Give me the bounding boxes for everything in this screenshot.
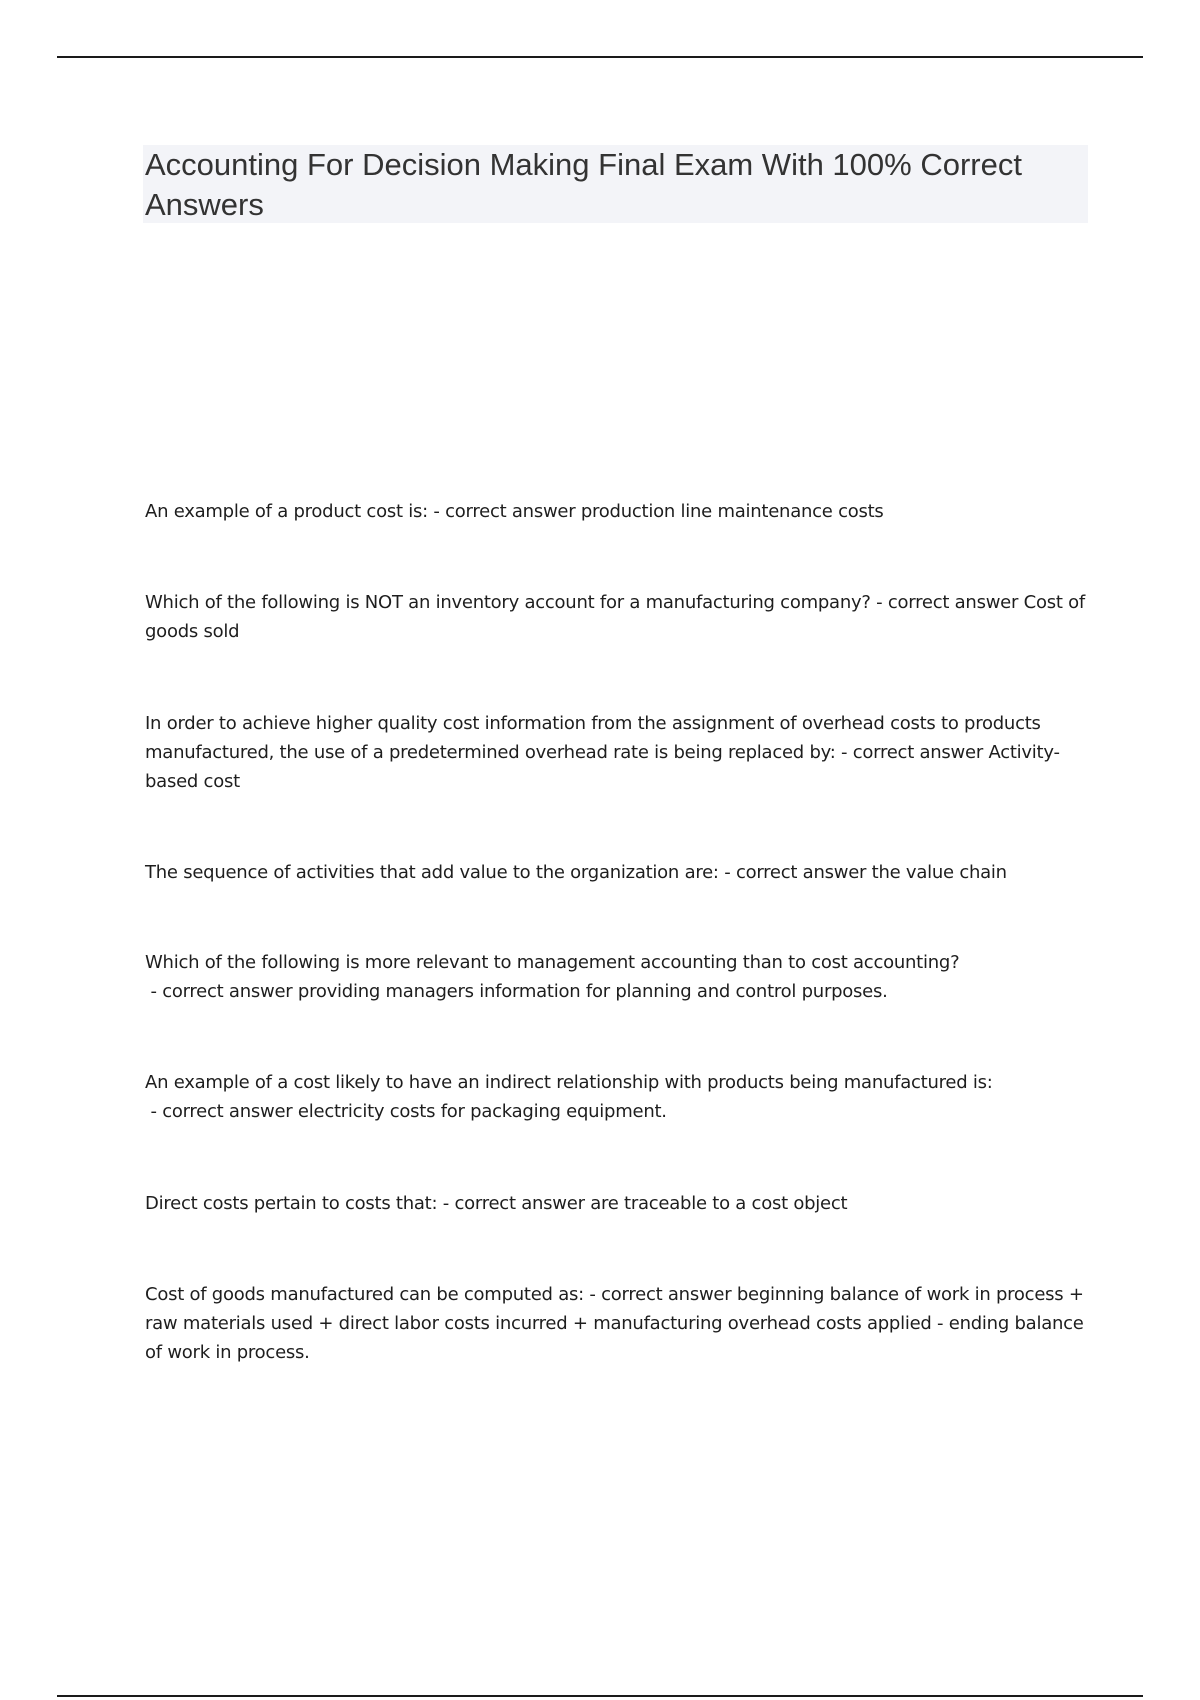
answer-marker: - correct answer xyxy=(145,1101,298,1122)
qa-item-3 xyxy=(145,709,1090,796)
answer-text: Cost of goods sold xyxy=(145,592,1085,642)
question-text: An example of a product cost is: xyxy=(145,501,428,522)
answer-text: electricity costs for packaging equipment. xyxy=(297,1101,667,1122)
question-text: Direct costs pertain to costs that: xyxy=(145,1193,438,1214)
answer-text: Activity-based cost xyxy=(145,742,1060,792)
answer-marker: - correct answer xyxy=(437,1193,591,1214)
qa-item-8 xyxy=(145,1280,1090,1367)
footer-rule xyxy=(57,1695,1143,1697)
question-text: The sequence of activities that add value to the organization are: xyxy=(145,862,719,883)
answer-marker: - correct answer xyxy=(835,742,989,763)
question-text: An example of a cost likely to have an indirect relationship with products being manufactured is: xyxy=(145,1072,993,1093)
answer-text: production line maintenance costs xyxy=(580,501,884,522)
answer-marker: - correct answer xyxy=(718,862,872,883)
question-text: Which of the following is NOT an inventory account for a manufacturing company? xyxy=(145,592,871,613)
document-title: Accounting For Decision Making Final Exam With 100% Correct Answers xyxy=(145,147,1022,222)
qa-item-4 xyxy=(145,858,1090,887)
qa-item-6 xyxy=(145,1068,1090,1126)
header-rule xyxy=(57,56,1143,58)
answer-marker: - correct answer xyxy=(583,1284,737,1305)
answer-text: providing managers information for planning and control purposes. xyxy=(297,981,888,1002)
answer-text: are traceable to a cost object xyxy=(590,1193,848,1214)
answer-text: the value chain xyxy=(871,862,1007,883)
question-text: Cost of goods manufactured can be computed as: xyxy=(145,1284,584,1305)
answer-marker: - correct answer xyxy=(427,501,581,522)
answer-marker: - correct answer xyxy=(145,981,298,1002)
qa-item-1 xyxy=(145,497,1090,526)
qa-item-5 xyxy=(145,948,1090,1006)
question-text: Which of the following is more relevant to management accounting than to cost accounting? xyxy=(145,952,960,973)
answer-text: beginning balance of work in process + raw materials used + direct labor costs incurred + manufacturing overhead costs applied - ending balance of work in process. xyxy=(145,1284,1084,1363)
answer-marker: - correct answer xyxy=(870,592,1024,613)
qa-item-7 xyxy=(145,1189,1090,1218)
qa-item-2 xyxy=(145,588,1090,646)
question-text: In order to achieve higher quality cost information from the assignment of overhead costs to products manufactured, the use of a predetermined overhead rate is being replaced by: xyxy=(145,713,1041,763)
